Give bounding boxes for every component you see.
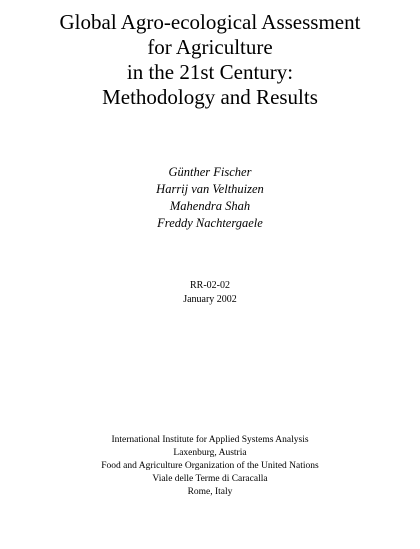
author-2: Harrij van Velthuizen <box>156 182 264 196</box>
institution-line-2: Laxenburg, Austria <box>173 448 247 458</box>
institutions-block <box>0 434 420 499</box>
institution-line-3: Food and Agriculture Organization of the United Nations <box>101 461 319 471</box>
author-1: Günther Fischer <box>168 165 252 179</box>
author-list <box>0 164 420 232</box>
report-date: January 2002 <box>183 294 237 305</box>
title-line-4: Methodology and Results <box>102 85 318 109</box>
institution-line-1: International Institute for Applied Systems Analysis <box>111 435 309 445</box>
institution-line-4: Viale delle Terme di Caracalla <box>152 474 268 484</box>
report-number: RR-02-02 <box>190 280 230 291</box>
title-line-1: Global Agro-ecological Assessment <box>59 10 361 34</box>
author-4: Freddy Nachtergaele <box>157 216 263 230</box>
institution-line-5: Rome, Italy <box>187 487 233 497</box>
document-title <box>0 10 420 110</box>
report-info <box>0 279 420 307</box>
title-line-3: in the 21st Century: <box>126 60 294 84</box>
author-3: Mahendra Shah <box>169 199 251 213</box>
title-line-2: for Agriculture <box>147 35 273 59</box>
